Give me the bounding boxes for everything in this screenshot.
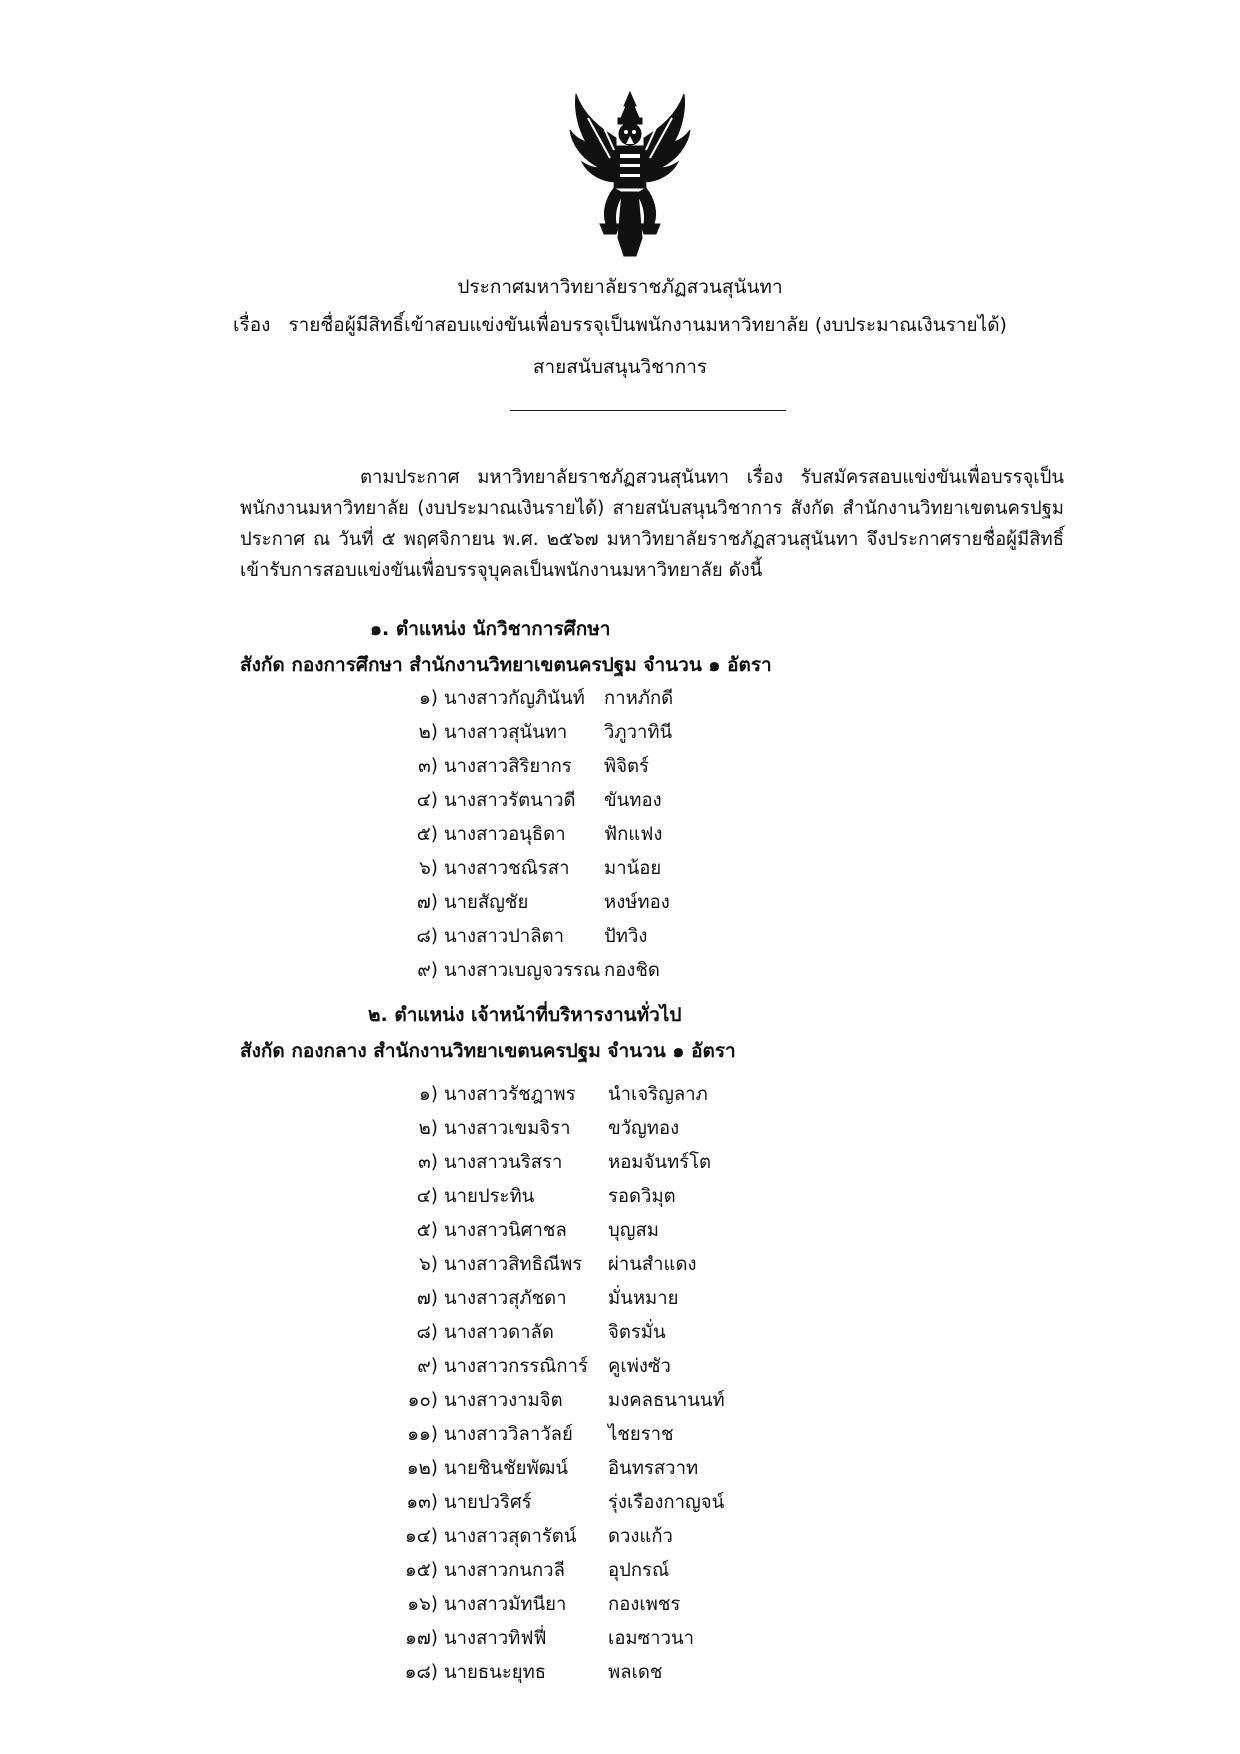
candidate-row xyxy=(370,1384,725,1418)
candidate-number: ๒) xyxy=(418,1118,438,1139)
candidate-first-name: นางสาวสุนันทา xyxy=(444,722,568,743)
candidate-last-name: เอมซาวนา xyxy=(608,1628,694,1649)
candidate-row xyxy=(370,1146,725,1180)
candidate-number: ๑๗) xyxy=(405,1628,438,1649)
position-1-candidate-list xyxy=(390,682,673,988)
issuer-title xyxy=(0,268,1240,306)
candidate-last-name: รุ่งเรืองกาญจน์ xyxy=(608,1492,725,1513)
candidate-row xyxy=(390,750,673,784)
candidate-first-name: นางสาววิลาวัลย์ xyxy=(444,1424,573,1445)
title-divider xyxy=(510,410,786,411)
position-1-affiliation: สังกัด กองการศึกษา สำนักงานวิทยาเขตนครปฐม จำนวน ๑ อัตรา xyxy=(240,654,772,676)
candidate-row xyxy=(370,1452,725,1486)
line-of-work-text: สายสนับสนุนวิชาการ xyxy=(532,356,708,378)
candidate-first-name: นางสาวนริสรา xyxy=(444,1152,563,1173)
candidate-last-name: อินทรสวาท xyxy=(608,1458,699,1479)
candidate-first-name: นางสาวมัทนียา xyxy=(444,1594,567,1615)
candidate-number: ๑๑) xyxy=(407,1424,438,1445)
candidate-number: ๑๖) xyxy=(407,1594,438,1615)
candidate-row xyxy=(370,1112,725,1146)
intro-text: ตามประกาศ มหาวิทยาลัยราชภัฏสวนสุนันทา เรื่อง รับสมัครสอบแข่งขันเพื่อบรรจุเป็นพนักงานมหาวิทยาลัย (งบประมาณเงินรายได้) สายสนับสนุนวิชาการ สังกัด สำนักงานวิทยาเขตนครปฐม ประกาศ ณ วันที่ ๕ พฤศจิกายน พ.ศ. ๒๕๖๗ มหาวิทยาลัยราชภัฏสวนสุนันทา จึงประกาศรายชื่อผู้มีสิทธิ์เข้ารับการสอบแข่งขันเพื่อบรรจุบุคลเป็นพนักงานมหาวิทยาลัย ดังนี้ xyxy=(240,467,1064,581)
candidate-last-name: มงคลธนานนท์ xyxy=(608,1390,725,1411)
candidate-first-name: นางสาวสิริยากร xyxy=(444,756,572,777)
candidate-row xyxy=(370,1316,725,1350)
candidate-first-name: นางสาวสิทธิณีพร xyxy=(444,1254,583,1275)
candidate-last-name: บุญสม xyxy=(608,1220,659,1241)
candidate-number: ๑๐) xyxy=(407,1390,438,1411)
line-of-work xyxy=(0,348,1240,386)
candidate-row xyxy=(370,1248,725,1282)
candidate-row xyxy=(390,784,673,818)
candidate-number: ๕) xyxy=(416,824,438,845)
candidate-number: ๖) xyxy=(419,1254,438,1275)
garuda-emblem-icon xyxy=(566,88,694,258)
candidate-first-name: นางสาวสุภัชดา xyxy=(444,1288,567,1309)
candidate-row xyxy=(370,1588,725,1622)
candidate-number: ๑๕) xyxy=(405,1560,438,1581)
candidate-first-name: นางสาวงามจิต xyxy=(444,1390,563,1411)
candidate-row xyxy=(370,1418,725,1452)
candidate-last-name: คูเพ่งซัว xyxy=(608,1356,671,1377)
candidate-row xyxy=(370,1180,725,1214)
candidate-row xyxy=(390,818,673,852)
subject-label: เรื่อง xyxy=(233,314,271,336)
candidate-first-name: นางสาวชณิรสา xyxy=(444,858,570,879)
candidate-first-name: นางสาวปาลิตา xyxy=(444,926,565,947)
candidate-row xyxy=(390,682,673,716)
candidate-number: ๔) xyxy=(416,1186,438,1207)
candidate-first-name: นางสาวกัญภินันท์ xyxy=(444,688,585,709)
candidate-first-name: นางสาวกรรณิการ์ xyxy=(444,1356,588,1377)
candidate-number: ๕) xyxy=(416,1220,438,1241)
candidate-row xyxy=(390,954,673,988)
candidate-row xyxy=(370,1656,725,1690)
candidate-first-name: นายชินชัยพัฒน์ xyxy=(444,1458,569,1479)
candidate-last-name: มั่นหมาย xyxy=(608,1288,679,1309)
candidate-row xyxy=(370,1554,725,1588)
candidate-row xyxy=(370,1486,725,1520)
candidate-number: ๒) xyxy=(418,722,438,743)
candidate-last-name: ปัทวิง xyxy=(604,926,648,947)
candidate-first-name: นางสาวเขมจิรา xyxy=(444,1118,571,1139)
candidate-first-name: นางสาวรัตนาวดี xyxy=(444,790,576,811)
candidate-first-name: นางสาวอนุธิดา xyxy=(444,824,566,845)
candidate-last-name: วิภูวาทินี xyxy=(604,722,673,743)
position-1-heading: ๑. ตำแหน่ง นักวิชาการศึกษา xyxy=(370,618,611,640)
candidate-first-name: นางสาวกนกวลี xyxy=(444,1560,565,1581)
candidate-last-name: จิตรมั่น xyxy=(608,1322,666,1343)
candidate-first-name: นายธนะยุทธ xyxy=(444,1662,547,1683)
candidate-first-name: นายสัญชัย xyxy=(444,892,529,913)
candidate-last-name: มาน้อย xyxy=(604,858,662,879)
candidate-number: ๘) xyxy=(416,926,438,947)
candidate-first-name: นางสาวรัชฎาพร xyxy=(444,1084,576,1105)
candidate-number: ๓) xyxy=(418,1152,438,1173)
intro-paragraph xyxy=(240,462,1064,586)
candidate-row xyxy=(370,1078,725,1112)
candidate-last-name: นำเจริญลาภ xyxy=(608,1084,708,1105)
candidate-number: ๑) xyxy=(419,1084,438,1105)
candidate-row xyxy=(390,852,673,886)
candidate-first-name: นายประทิน xyxy=(444,1186,535,1207)
candidate-last-name: ไชยราช xyxy=(608,1424,674,1445)
candidate-row xyxy=(390,716,673,750)
candidate-number: ๑) xyxy=(419,688,438,709)
subject-line xyxy=(0,306,1240,344)
candidate-row xyxy=(390,920,673,954)
candidate-number: ๓) xyxy=(418,756,438,777)
candidate-last-name: ดวงแก้ว xyxy=(608,1526,673,1547)
candidate-row xyxy=(370,1520,725,1554)
candidate-last-name: ผ่านสำแดง xyxy=(608,1254,697,1275)
candidate-number: ๖) xyxy=(419,858,438,879)
position-2-heading: ๒. ตำแหน่ง เจ้าหน้าที่บริหารงานทั่วไป xyxy=(368,1004,682,1026)
candidate-first-name: นางสาวดาลัด xyxy=(444,1322,554,1343)
candidate-last-name: ขวัญทอง xyxy=(608,1118,680,1139)
candidate-number: ๑๘) xyxy=(404,1662,438,1683)
candidate-last-name: ฟักแฟง xyxy=(604,824,663,845)
candidate-number: ๗) xyxy=(416,1288,438,1309)
candidate-row xyxy=(370,1214,725,1248)
candidate-first-name: นางสาวนิศาชล xyxy=(444,1220,567,1241)
candidate-row xyxy=(390,886,673,920)
candidate-first-name: นางสาวสุดารัตน์ xyxy=(444,1526,577,1547)
candidate-number: ๙) xyxy=(417,960,438,981)
candidate-last-name: อุปกรณ์ xyxy=(608,1560,670,1581)
issuer-title-text: ประกาศมหาวิทยาลัยราชภัฏสวนสุนันทา xyxy=(457,276,783,298)
candidate-number: ๔) xyxy=(416,790,438,811)
position-2-candidate-list xyxy=(370,1078,725,1690)
candidate-row xyxy=(370,1350,725,1384)
candidate-row xyxy=(370,1282,725,1316)
candidate-last-name: พลเดช xyxy=(608,1662,663,1683)
candidate-last-name: รอดวิมุต xyxy=(608,1186,676,1207)
candidate-last-name: หงษ์ทอง xyxy=(604,892,670,913)
candidate-first-name: นางสาวทิฟฟี่ xyxy=(444,1628,547,1649)
candidate-number: ๑๒) xyxy=(406,1458,438,1479)
candidate-last-name: กองชิด xyxy=(604,960,660,981)
candidate-last-name: หอมจันทร์โต xyxy=(608,1152,712,1173)
candidate-last-name: ขันทอง xyxy=(604,790,662,811)
candidate-last-name: กองเพชร xyxy=(608,1594,681,1615)
candidate-number: ๙) xyxy=(417,1356,438,1377)
candidate-number: ๑๔) xyxy=(405,1526,438,1547)
candidate-first-name: นายปวริศร์ xyxy=(444,1492,532,1513)
subject-text: รายชื่อผู้มีสิทธิ์เข้าสอบแข่งขันเพื่อบรรจุเป็นพนักงานมหาวิทยาลัย (งบประมาณเงินรายได้) xyxy=(288,314,1007,336)
candidate-row xyxy=(370,1622,725,1656)
candidate-last-name: กาหภักดี xyxy=(604,688,674,709)
candidate-number: ๗) xyxy=(416,892,438,913)
candidate-first-name: นางสาวเบญจวรรณ xyxy=(444,960,601,981)
candidate-number: ๘) xyxy=(416,1322,438,1343)
candidate-number: ๑๓) xyxy=(406,1492,438,1513)
candidate-last-name: พิจิตร์ xyxy=(604,756,649,777)
position-2-affiliation: สังกัด กองกลาง สำนักงานวิทยาเขตนครปฐม จำนวน ๑ อัตรา xyxy=(240,1040,736,1062)
